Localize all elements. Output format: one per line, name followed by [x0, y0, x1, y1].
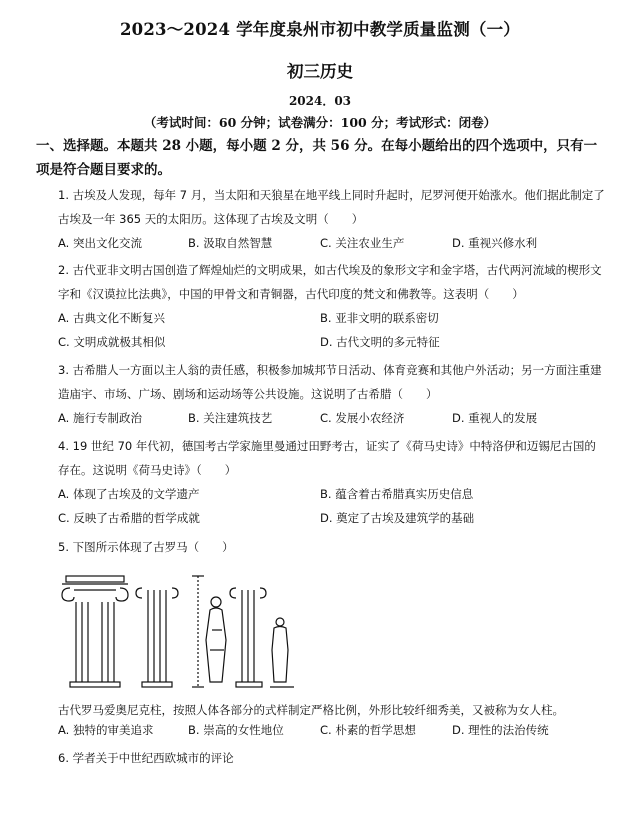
ionic-column-figure [58, 570, 298, 692]
question-5-caption: 古代罗马爱奥尼克柱，按照人体各部分的式样制定严格比例，外形比较纤细秀美，又被称为女人柱。 [58, 703, 564, 717]
question-3-stem: 3. 古希腊人一方面以主人翁的责任感，积极参加城邦节日活动、体育竞赛和其他户外活动；另一方面注重建造庙宇、市场、广场、剧场和运动场等公共设施。这说明了古希腊（ ） [58, 363, 602, 401]
question-4-options-row2 [58, 510, 606, 532]
option-d: D. 古代文明的多元特征 [320, 335, 440, 349]
question-2-options-row2 [58, 334, 606, 356]
question-5-options [58, 722, 606, 744]
question-1-stem: 1. 古埃及人发现，每年 7 月，当太阳和天狼星在地平线上同时升起时，尼罗河便开始涨水。他们据此制定了古埃及一年 365 天的太阳历。这体现了古埃及文明（ ） [58, 188, 605, 226]
option-a: A. 突出文化交流 [58, 236, 142, 250]
option-a: A. 独特的审美追求 [58, 723, 154, 737]
option-b: B. 蕴含着古希腊真实历史信息 [320, 487, 474, 501]
option-d: D. 重视人的发展 [452, 411, 538, 425]
option-b: B. 汲取自然智慧 [188, 236, 273, 250]
option-c: C. 文明成就极其相似 [58, 335, 166, 349]
option-a: A. 施行专制政治 [58, 411, 142, 425]
question-3-options [58, 410, 606, 432]
option-c: C. 关注农业生产 [320, 236, 405, 250]
question-2-stem: 2. 古代亚非文明古国创造了辉煌灿烂的文明成果，如古代埃及的象形文字和金字塔，古代两河流域的楔形文字和《汉谟拉比法典》，中国的甲骨文和青铜器，古代印度的梵文和佛教等。这表明（ ） [58, 263, 602, 301]
question-2-options-row1 [58, 310, 606, 332]
exam-date: 2024．03 [288, 94, 352, 108]
option-d: D. 重视兴修水利 [452, 236, 538, 250]
exam-title: 2023～2024 学年度泉州市初中教学质量监测（一） [120, 20, 520, 39]
question-4-stem: 4. 19 世纪 70 年代初，德国考古学家施里曼通过田野考古，证实了《荷马史诗》中特洛伊和迈锡尼古国的存在。这说明《荷马史诗》（ ） [58, 439, 596, 477]
option-b: B. 崇高的女性地位 [188, 723, 284, 737]
exam-info: （考试时间：60 分钟；试卷满分：100 分；考试形式：闭卷） [143, 115, 497, 130]
option-c: C. 朴素的哲学思想 [320, 723, 416, 737]
option-b: B. 关注建筑技艺 [188, 411, 273, 425]
exam-subject: 初三历史 [287, 62, 353, 81]
option-c: C. 反映了古希腊的哲学成就 [58, 511, 200, 525]
option-d: D. 理性的法治传统 [452, 723, 549, 737]
question-4-options-row1 [58, 486, 606, 508]
question-6-stem: 6. 学者关于中世纪西欧城市的评论 [58, 751, 234, 765]
option-a: A. 体现了古埃及的文学遗产 [58, 487, 200, 501]
option-d: D. 奠定了古埃及建筑学的基础 [320, 511, 475, 525]
question-5-stem: 5. 下图所示体现了古罗马（ ） [58, 540, 234, 554]
option-b: B. 亚非文明的联系密切 [320, 311, 439, 325]
option-a: A. 古典文化不断复兴 [58, 311, 165, 325]
option-c: C. 发展小农经济 [320, 411, 405, 425]
section-instruction: 一、选择题。本题共 28 小题，每小题 2 分，共 56 分。在每小题给出的四个选项中，只有一项是符合题目要求的。 [36, 138, 598, 178]
question-1-options [58, 235, 606, 257]
